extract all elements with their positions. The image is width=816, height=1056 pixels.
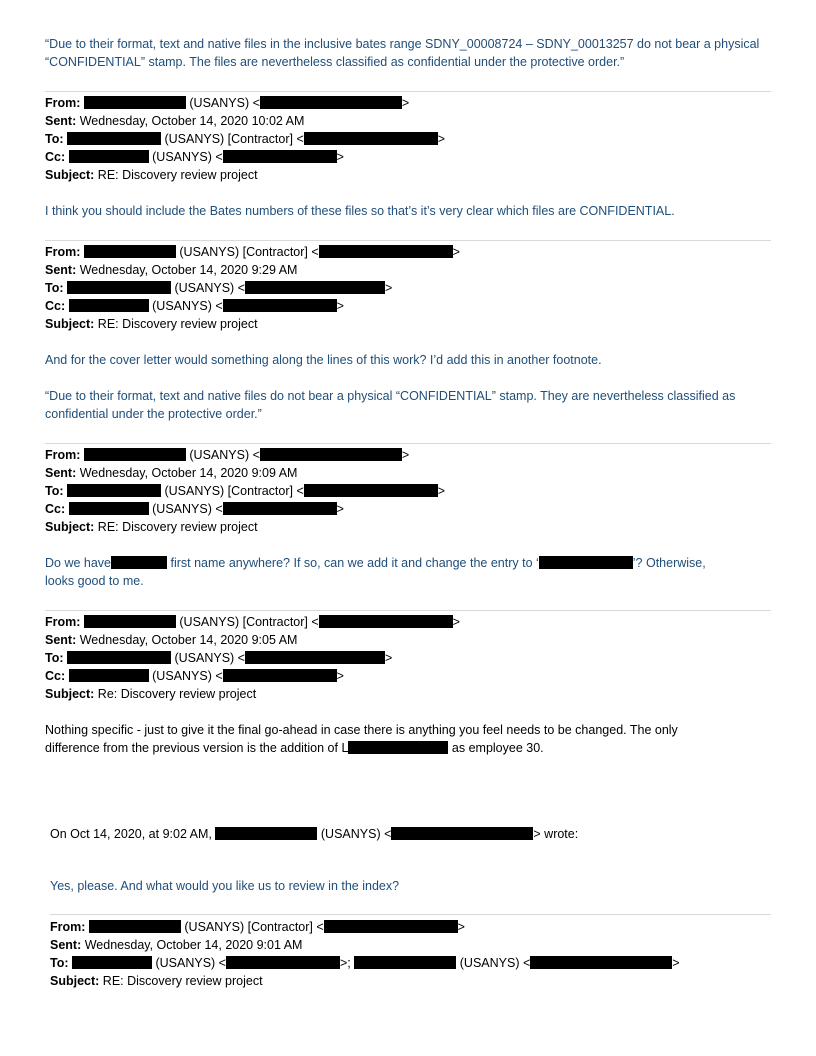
redaction [223,502,337,515]
redaction [69,502,149,515]
separator [50,914,771,915]
subject-line: Subject: Re: Discovery review project [45,687,257,701]
cc-line: Cc: (USANYS) < > [45,502,344,516]
redaction [223,669,337,682]
subject-line: Subject: RE: Discovery review project [50,974,263,988]
redaction [67,281,171,294]
email-body-4: Nothing specific - just to give it the final go-ahead in case there is anything you feel needs to be changed. The only difference from the previous version is the addition of L as employee 30. [45,723,678,755]
redaction [72,956,152,969]
email-header-1 [45,94,771,184]
redaction [226,956,340,969]
to-line: To: (USANYS) [Contractor] < > [45,132,446,146]
email-header-2 [45,243,771,333]
redaction [260,448,402,461]
redaction [84,615,176,628]
to-line: To: (USANYS) < > [45,281,393,295]
redaction [391,827,533,840]
email-body-2: And for the cover letter would something along the lines of this work? I’d add this in another footnote. [45,353,602,367]
subject-line: Subject: RE: Discovery review project [45,317,258,331]
sent-line: Sent: Wednesday, October 14, 2020 9:01 AM [50,938,303,952]
intro-quote: “Due to their format, text and native files in the inclusive bates range SDNY_00008724 – SDNY_00013257 do not bear a physical “CONFIDENTIAL” stamp. The files are nevertheless classified as confidential under the protective order.” [45,37,760,69]
redaction [539,556,633,569]
redaction [319,615,453,628]
redaction [67,651,171,664]
separator [45,240,771,241]
redaction [67,132,161,145]
redaction [304,484,438,497]
email-body-2-quote: “Due to their format, text and native files do not bear a physical “CONFIDENTIAL” stamp. They are nevertheless classified as confidential under the protective order.” [45,389,736,421]
redaction [84,448,186,461]
subject-line: Subject: RE: Discovery review project [45,520,258,534]
sent-line: Sent: Wednesday, October 14, 2020 10:02 AM [45,114,305,128]
redaction [69,150,149,163]
to-line: To: (USANYS) [Contractor] < > [45,484,446,498]
redaction [348,741,448,754]
subject-line: Subject: RE: Discovery review project [45,168,258,182]
cc-line: Cc: (USANYS) < > [45,150,344,164]
quoted-reply: Yes, please. And what would you like us to review in the index? [50,879,400,893]
redaction [319,245,453,258]
from-line: From: (USANYS) < > [45,448,410,462]
separator [45,91,771,92]
to-line: To: (USANYS) < >; (USANYS) < > [50,956,680,970]
redaction [84,96,186,109]
from-line: From: (USANYS) < > [45,96,410,110]
redaction [84,245,176,258]
quoted-attribution: On Oct 14, 2020, at 9:02 AM, (USANYS) < > wrote: [50,827,579,841]
separator [45,443,771,444]
separator [45,610,771,611]
redaction [111,556,167,569]
redaction [223,150,337,163]
sent-line: Sent: Wednesday, October 14, 2020 9:09 AM [45,466,298,480]
redaction [69,299,149,312]
redaction [215,827,317,840]
email-header-4 [45,613,771,703]
email-header-3 [45,446,771,536]
to-line: To: (USANYS) < > [45,651,393,665]
sent-line: Sent: Wednesday, October 14, 2020 9:29 AM [45,263,298,277]
email-header-5 [50,918,776,990]
redaction [304,132,438,145]
from-line: From: (USANYS) [Contractor] < > [45,615,460,629]
redaction [324,920,458,933]
redaction [69,669,149,682]
redaction [245,651,385,664]
from-line: From: (USANYS) [Contractor] < > [50,920,465,934]
sent-line: Sent: Wednesday, October 14, 2020 9:05 AM [45,633,298,647]
redaction [530,956,672,969]
email-body-3: Do we have first name anywhere? If so, can we add it and change the entry to ‘ ’? Otherwise, looks good to me. [45,556,706,588]
from-line: From: (USANYS) [Contractor] < > [45,245,460,259]
redaction [245,281,385,294]
redaction [260,96,402,109]
redaction [354,956,456,969]
cc-line: Cc: (USANYS) < > [45,669,344,683]
redaction [223,299,337,312]
cc-line: Cc: (USANYS) < > [45,299,344,313]
redaction [67,484,161,497]
redaction [89,920,181,933]
email-body-1: I think you should include the Bates numbers of these files so that’s it’s very clear which files are CONFIDENTIAL. [45,204,675,218]
